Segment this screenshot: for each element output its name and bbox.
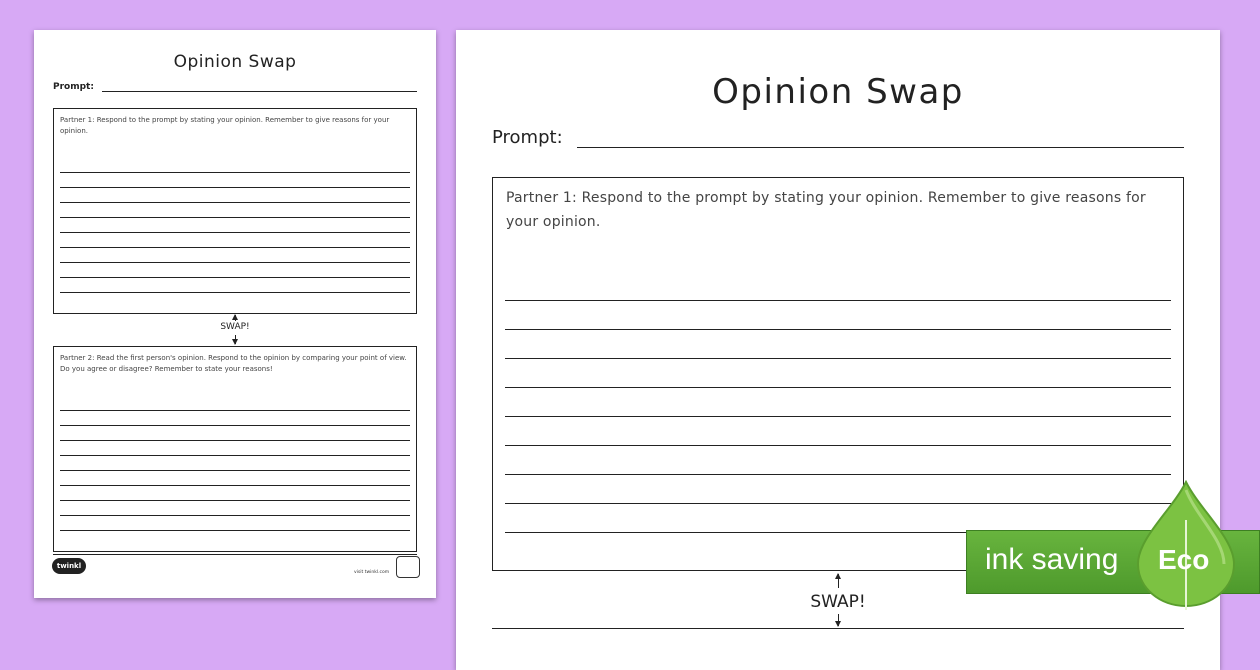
writing-line [60,262,410,263]
swap-arrow-down-large [838,614,839,626]
prompt-row-large [492,126,1184,148]
writing-line [505,474,1171,475]
swap-arrow-up-large [838,574,839,588]
twinkl-logo: twinkl [52,558,86,574]
writing-line [60,440,410,441]
partner1-box [53,108,417,314]
swap-label: SWAP! [220,322,250,332]
prompt-row [53,80,417,92]
prompt-line [102,91,417,92]
footer-rule [53,554,417,555]
ink-saving-text: ink saving [985,543,1119,576]
writing-line [60,172,410,173]
writing-line [505,387,1171,388]
writing-line [60,232,410,233]
writing-line [60,455,410,456]
writing-line [60,217,410,218]
footer-badge-icon [396,556,420,578]
partner2-instruction: Partner 2: Read the first person's opinion. Respond to the opinion by comparing your point of view. Do you agree or disagree? Remember to state your reasons! [60,354,407,373]
worksheet-preview-small [34,30,436,598]
writing-line [60,485,410,486]
partner1-instruction-large: Partner 1: Respond to the prompt by stating your opinion. Remember to give reasons for your opinion. [506,190,1146,230]
worksheet-title-large: Opinion Swap [712,72,964,112]
prompt-label-large: Prompt: [492,127,563,148]
eco-label: Eco [1158,544,1210,575]
swap-label-large: SWAP! [810,592,866,612]
partner1-box-large [492,177,1184,571]
writing-line [60,277,410,278]
writing-line [60,410,410,411]
writing-line [60,425,410,426]
writing-line [60,187,410,188]
swap-arrow-up [235,315,236,321]
writing-line [60,500,410,501]
prompt-line-large [577,147,1184,148]
swap-arrow-down [235,335,236,344]
writing-line [60,530,410,531]
writing-line [505,358,1171,359]
writing-line [60,247,410,248]
worksheet-title: Opinion Swap [173,52,297,72]
writing-line [60,202,410,203]
prompt-label: Prompt: [53,82,94,92]
writing-line [505,329,1171,330]
writing-line [60,292,410,293]
writing-line [505,445,1171,446]
writing-line [505,416,1171,417]
writing-line [505,300,1171,301]
partner2-box [53,346,417,552]
writing-line [505,503,1171,504]
writing-line [60,515,410,516]
partner1-instruction: Partner 1: Respond to the prompt by stating your opinion. Remember to give reasons for your opinion. [60,116,390,135]
partner2-box-edge [492,628,1184,629]
footer-url: visit twinkl.com [354,570,390,575]
writing-line [60,470,410,471]
